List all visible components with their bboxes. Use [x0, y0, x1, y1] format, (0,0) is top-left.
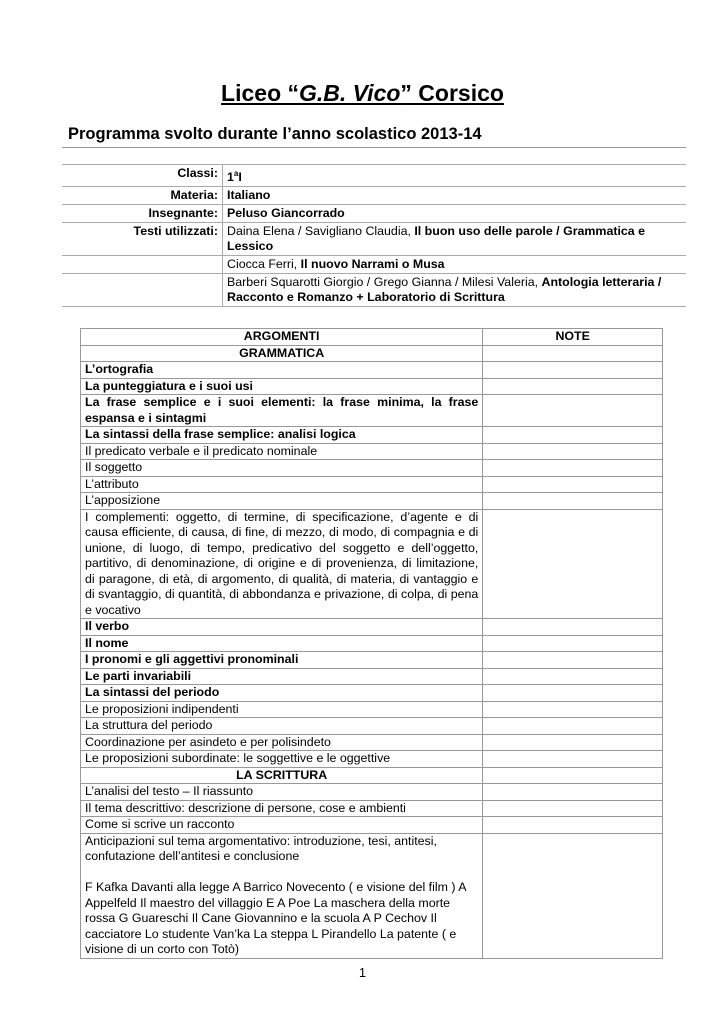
- note-cell: [483, 652, 663, 669]
- testi-label: Testi utilizzati:: [62, 223, 223, 256]
- info-row-classi: [62, 165, 686, 187]
- table-row: [81, 443, 663, 460]
- table-row: [81, 493, 663, 510]
- topic-cell: L’ortografia: [81, 362, 483, 379]
- note-cell: [483, 395, 663, 427]
- note-cell: [483, 635, 663, 652]
- table-row: [81, 476, 663, 493]
- materia-label: Materia:: [62, 187, 223, 205]
- topic-cell: L’analisi del testo – Il riassunto: [81, 784, 483, 801]
- info-row-testo-3: [62, 274, 686, 307]
- topic-cell: Le parti invariabili: [81, 668, 483, 685]
- topic-cell: Il tema descrittivo: descrizione di persone, cose e ambienti: [81, 800, 483, 817]
- table-row: [81, 833, 663, 958]
- table-row: [81, 460, 663, 477]
- topic-cell: Coordinazione per asindeto e per polisindeto: [81, 734, 483, 751]
- topic-cell: Come si scrive un racconto: [81, 817, 483, 834]
- col-argomenti: ARGOMENTI: [81, 329, 483, 346]
- note-cell: [483, 734, 663, 751]
- testo-2: Ciocca Ferri, Il nuovo Narrami o Musa: [223, 256, 687, 274]
- info-row-testo-2: [62, 256, 686, 274]
- insegnante-value: Peluso Giancorrado: [223, 205, 687, 223]
- topic-cell: Il soggetto: [81, 460, 483, 477]
- topic-cell: La frase semplice e i suoi elementi: la frase minima, la frase espansa e i sintagmi: [81, 395, 483, 427]
- note-cell: [483, 784, 663, 801]
- table-row: [81, 427, 663, 444]
- section-row: [81, 767, 663, 784]
- table-row: [81, 751, 663, 768]
- insegnante-label: Insegnante:: [62, 205, 223, 223]
- topic-cell: Le proposizioni indipendenti: [81, 701, 483, 718]
- topic-cell: La struttura del periodo: [81, 718, 483, 735]
- classi-value: 1$^a$I: [223, 165, 687, 187]
- testo-3: Barberi Squarotti Giorgio / Grego Gianna / Milesi Valeria, Antologia letteraria / Racconto e Romanzo + Laboratorio di Scrittura: [223, 274, 687, 307]
- page-number: 1: [359, 966, 366, 980]
- note-cell: [483, 362, 663, 379]
- table-row: [81, 652, 663, 669]
- note-cell: [483, 800, 663, 817]
- note-cell: [483, 619, 663, 636]
- table-row: [81, 701, 663, 718]
- table-row: [81, 362, 663, 379]
- materia-value: Italiano: [223, 187, 687, 205]
- section-heading: GRAMMATICA: [81, 345, 483, 362]
- info-row-testi: [62, 223, 686, 256]
- note-cell: [483, 345, 663, 362]
- note-cell: [483, 668, 663, 685]
- table-row: [81, 378, 663, 395]
- topic-cell: L’attributo: [81, 476, 483, 493]
- topic-cell: La punteggiatura e i suoi usi: [81, 378, 483, 395]
- table-row: [81, 784, 663, 801]
- note-cell: [483, 509, 663, 619]
- program-table-header: [81, 329, 663, 346]
- table-row: [81, 718, 663, 735]
- note-cell: [483, 493, 663, 510]
- section-heading: LA SCRITTURA: [81, 767, 483, 784]
- topic-cell: Anticipazioni sul tema argomentativo: introduzione, tesi, antitesi, confutazione dell’antitesi e conclusione F Kafka Davanti alla legge A Barrico Novecento ( e visione del film ) A Appelfeld Il maestro del villaggio E A Poe La maschera della morte rossa G Guareschi Il Cane Giovannino e la scuola A P Cechov Il cacciatore Lo studente Van’ka La steppa L Pirandello La patente ( e visione di un corto con Totò): [81, 833, 483, 958]
- subtitle-rule: [62, 147, 686, 148]
- topic-cell: I complementi: oggetto, di termine, di specificazione, d’agente e di causa efficiente, di causa, di fine, di mezzo, di modo, di compagnia e di unione, di luogo, di tempo, predicativo del soggetto e dell’oggetto, partitivo, di denominazione, di origine e di provenienza, di limitazione, di paragone, di età, di argomento, di qualità, di materia, di vantaggio e di svantaggio, di quantità, di abbondanza e privazione, di colpa, di pena e vocativo: [81, 509, 483, 619]
- table-row: [81, 395, 663, 427]
- table-row: [81, 685, 663, 702]
- document-title: Liceo “G.B. Vico” Corsico: [221, 80, 504, 106]
- table-row: [81, 509, 663, 619]
- col-note: NOTE: [483, 329, 663, 346]
- topic-cell: Il predicato verbale e il predicato nominale: [81, 443, 483, 460]
- topic-cell: La sintassi del periodo: [81, 685, 483, 702]
- topic-cell: La sintassi della frase semplice: analisi logica: [81, 427, 483, 444]
- classi-label: Classi:: [62, 165, 223, 187]
- note-cell: [483, 427, 663, 444]
- table-row: [81, 734, 663, 751]
- testo-1: Daina Elena / Savigliano Claudia, Il buon uso delle parole / Grammatica e Lessico: [223, 223, 687, 256]
- course-info-table: [62, 164, 686, 307]
- table-row: [81, 800, 663, 817]
- topic-cell: Le proposizioni subordinate: le soggettive e le oggettive: [81, 751, 483, 768]
- topic-cell: L’apposizione: [81, 493, 483, 510]
- topic-cell: Il nome: [81, 635, 483, 652]
- note-cell: [483, 443, 663, 460]
- note-cell: [483, 767, 663, 784]
- program-table: [80, 328, 663, 959]
- table-row: [81, 668, 663, 685]
- program-table-body: [81, 345, 663, 958]
- topic-cell: Il verbo: [81, 619, 483, 636]
- document-subtitle: Programma svolto durante l’anno scolastico 2013-14: [68, 125, 482, 143]
- info-row-insegnante: [62, 205, 686, 223]
- note-cell: [483, 476, 663, 493]
- section-row: [81, 345, 663, 362]
- table-row: [81, 635, 663, 652]
- note-cell: [483, 378, 663, 395]
- note-cell: [483, 833, 663, 958]
- note-cell: [483, 685, 663, 702]
- note-cell: [483, 817, 663, 834]
- note-cell: [483, 460, 663, 477]
- table-row: [81, 817, 663, 834]
- table-row: [81, 619, 663, 636]
- note-cell: [483, 718, 663, 735]
- note-cell: [483, 751, 663, 768]
- note-cell: [483, 701, 663, 718]
- info-row-materia: [62, 187, 686, 205]
- topic-cell: I pronomi e gli aggettivi pronominali: [81, 652, 483, 669]
